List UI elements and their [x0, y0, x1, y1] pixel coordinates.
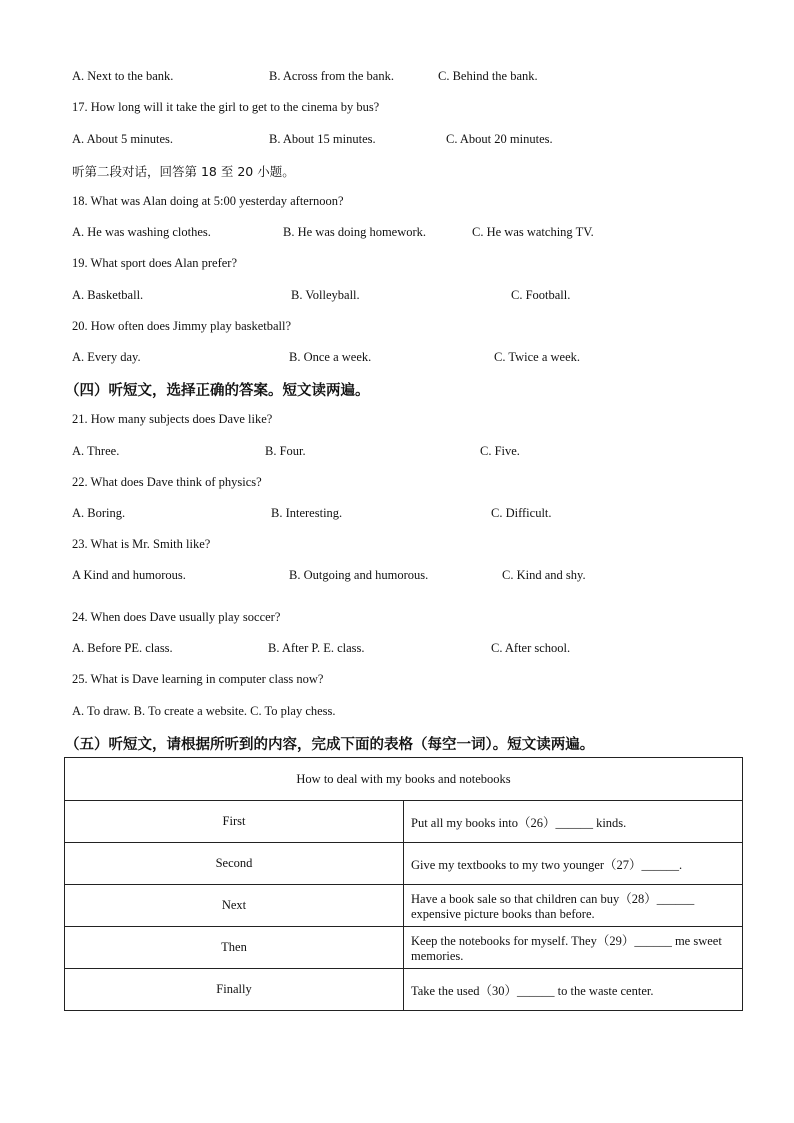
- q19-option-b: B. Volleyball.: [291, 288, 360, 302]
- row-text: Put all my books into（26）______ kinds.: [404, 801, 743, 843]
- table-row: [65, 969, 743, 1011]
- q22-option-c: C. Difficult.: [491, 506, 552, 520]
- q22-option-b: B. Interesting.: [271, 506, 343, 520]
- q20-option-a: A. Every day.: [72, 350, 141, 364]
- row-text: Take the used（30）______ to the waste center.: [404, 969, 743, 1011]
- q21-option-c: C. Five.: [480, 444, 520, 458]
- q16-option-a: A. Next to the bank.: [72, 69, 174, 83]
- q24-option-a: A. Before PE. class.: [72, 641, 173, 655]
- q23-option-c: C. Kind and shy.: [502, 568, 586, 582]
- q17-question: 17. How long will it take the girl to get to the cinema by bus?: [72, 100, 380, 114]
- table-row: [65, 801, 743, 843]
- q20-option-c: C. Twice a week.: [494, 350, 581, 364]
- q16-option-b: B. Across from the bank.: [269, 69, 394, 83]
- q24-question: 24. When does Dave usually play soccer?: [72, 610, 281, 624]
- dialog2-instruction: 听第二段对话，回答第 18 至 20 小题。: [72, 164, 295, 179]
- q17-option-c: C. About 20 minutes.: [446, 132, 553, 146]
- row-text: Have a book sale so that children can buy（28）______ expensive picture books than before.: [404, 885, 743, 927]
- table-row: [65, 927, 743, 969]
- row-label: Then: [65, 927, 404, 969]
- row-label: Next: [65, 885, 404, 927]
- q25-question: 25. What is Dave learning in computer class now?: [72, 672, 324, 686]
- q17-option-a: A. About 5 minutes.: [72, 132, 174, 146]
- q18-option-c: C. He was watching TV.: [472, 225, 594, 239]
- q22-question: 22. What does Dave think of physics?: [72, 475, 262, 489]
- q19-option-c: C. Football.: [511, 288, 571, 302]
- table-row: [65, 843, 743, 885]
- table-row: [65, 885, 743, 927]
- q21-question: 21. How many subjects does Dave like?: [72, 412, 273, 426]
- row-label: Second: [65, 843, 404, 885]
- q19-question: 19. What sport does Alan prefer?: [72, 256, 237, 270]
- q24-option-c: C. After school.: [491, 641, 571, 655]
- q21-option-b: B. Four.: [265, 444, 306, 458]
- q20-option-b: B. Once a week.: [289, 350, 372, 364]
- section4-title: （四）听短文，选择正确的答案。短文读两遍。: [65, 383, 370, 399]
- row-label: Finally: [65, 969, 404, 1011]
- section5-title: （五）听短文，请根据所听到的内容，完成下面的表格（每空一词）。短文读两遍。: [65, 737, 595, 753]
- q19-option-a: A. Basketball.: [72, 288, 144, 302]
- q18-question: 18. What was Alan doing at 5:00 yesterday afternoon?: [72, 194, 344, 208]
- row-label: First: [65, 801, 404, 843]
- books-notebooks-table: [64, 757, 743, 1011]
- q22-option-a: A. Boring.: [72, 506, 126, 520]
- q23-option-a: A Kind and humorous.: [72, 568, 186, 582]
- q23-question: 23. What is Mr. Smith like?: [72, 537, 211, 551]
- q17-option-b: B. About 15 minutes.: [269, 132, 376, 146]
- row-text: Keep the notebooks for myself. They（29）______ me sweet memories.: [404, 927, 743, 969]
- table-header-row: [65, 758, 743, 801]
- q18-option-a: A. He was washing clothes.: [72, 225, 211, 239]
- q21-option-a: A. Three.: [72, 444, 120, 458]
- q20-question: 20. How often does Jimmy play basketball?: [72, 319, 292, 333]
- q24-option-b: B. After P. E. class.: [268, 641, 365, 655]
- q18-option-b: B. He was doing homework.: [283, 225, 427, 239]
- q25-options: A. To draw. B. To create a website. C. To play chess.: [72, 704, 336, 718]
- q16-option-c: C. Behind the bank.: [438, 69, 538, 83]
- table-header: How to deal with my books and notebooks: [65, 758, 743, 801]
- row-text: Give my textbooks to my two younger（27）______.: [404, 843, 743, 885]
- q23-option-b: B. Outgoing and humorous.: [289, 568, 429, 582]
